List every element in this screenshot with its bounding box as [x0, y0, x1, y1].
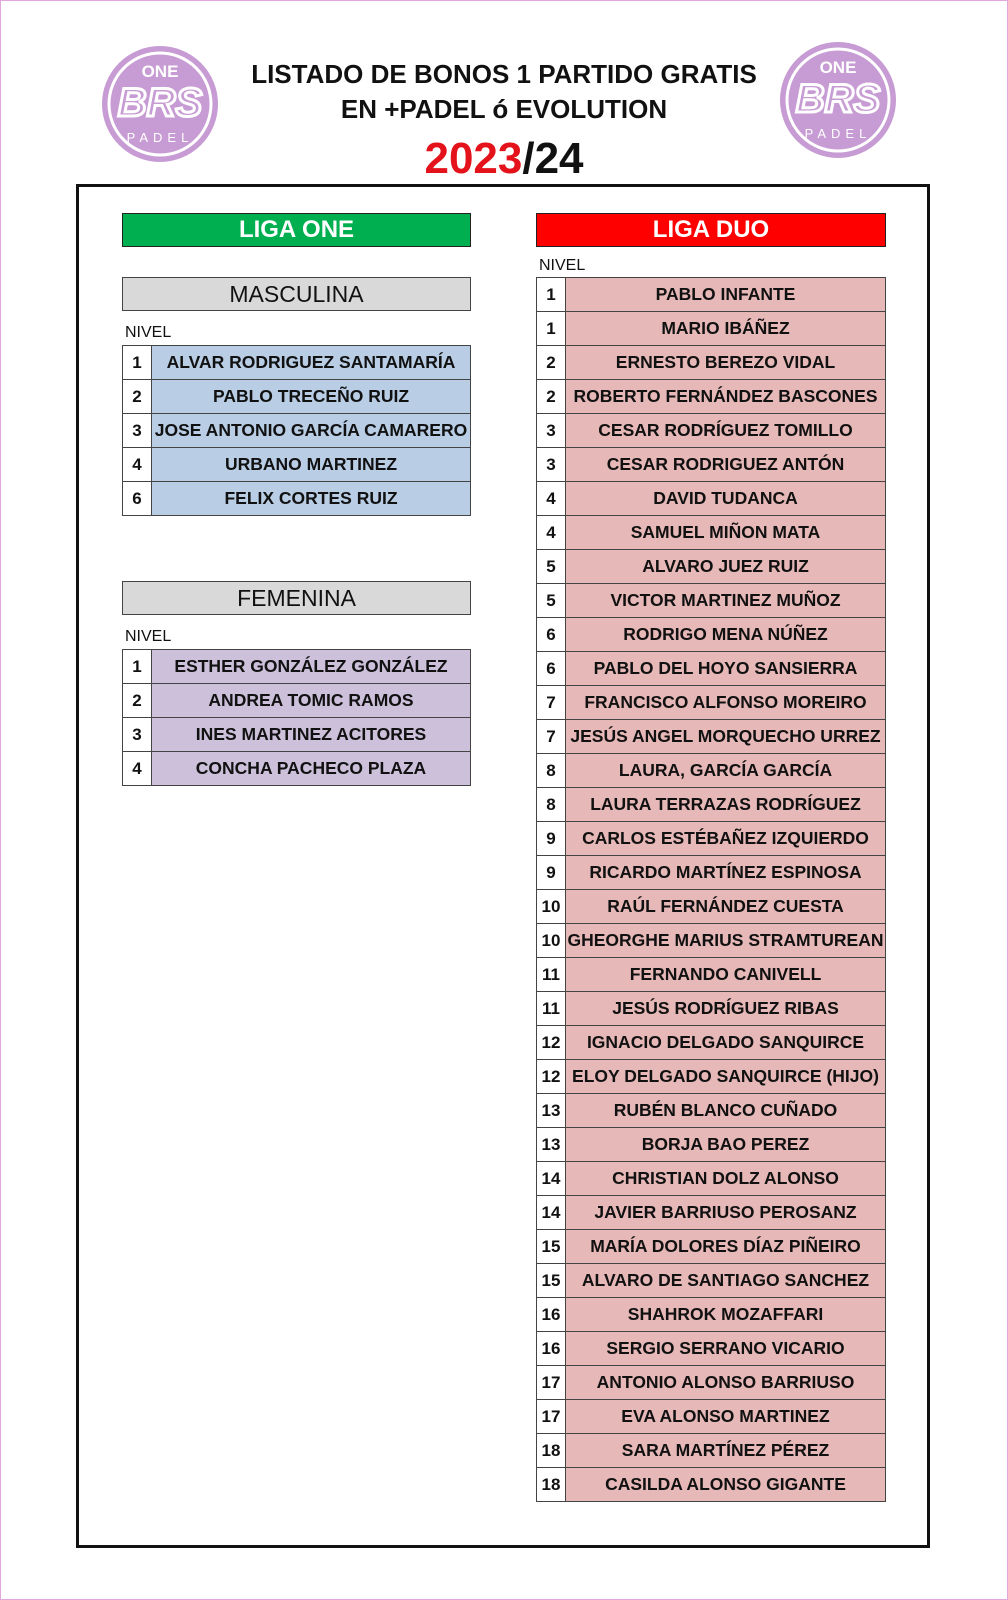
- player-name-cell: SAMUEL MIÑON MATA: [566, 516, 886, 549]
- table-row: [536, 414, 886, 448]
- player-name-cell: ALVAR RODRIGUEZ SANTAMARÍA: [152, 346, 471, 379]
- table-row: [536, 720, 886, 754]
- player-name-cell: CHRISTIAN DOLZ ALONSO: [566, 1162, 886, 1195]
- nivel-cell: 8: [536, 754, 566, 787]
- nivel-cell: 2: [122, 380, 152, 413]
- nivel-cell: 6: [536, 652, 566, 685]
- table-row: [536, 1264, 886, 1298]
- nivel-cell: 14: [536, 1196, 566, 1229]
- nivel-cell: 6: [536, 618, 566, 651]
- player-name-cell: LAURA TERRAZAS RODRÍGUEZ: [566, 788, 886, 821]
- player-name-cell: MARÍA DOLORES DÍAZ PIÑEIRO: [566, 1230, 886, 1263]
- table-row: [536, 1162, 886, 1196]
- table-row: [536, 448, 886, 482]
- table-row: [122, 752, 471, 786]
- player-name-cell: ALVARO JUEZ RUIZ: [566, 550, 886, 583]
- nivel-cell: 15: [536, 1230, 566, 1263]
- nivel-cell: 11: [536, 992, 566, 1025]
- logo-bottom-text: PADEL: [126, 130, 194, 145]
- table-row: [536, 312, 886, 346]
- table-row: [536, 346, 886, 380]
- player-name-cell: PABLO DEL HOYO SANSIERRA: [566, 652, 886, 685]
- table-row: [122, 380, 471, 414]
- nivel-cell: 13: [536, 1128, 566, 1161]
- table-row: [536, 924, 886, 958]
- logo-main-text: BRS: [117, 81, 203, 125]
- nivel-cell: 12: [536, 1060, 566, 1093]
- table-row: [536, 1094, 886, 1128]
- table-row: [536, 380, 886, 414]
- nivel-cell: 4: [122, 752, 152, 785]
- table-row: [536, 1468, 886, 1502]
- player-name-cell: SERGIO SERRANO VICARIO: [566, 1332, 886, 1365]
- nivel-cell: 7: [536, 686, 566, 719]
- player-name-cell: ANDREA TOMIC RAMOS: [152, 684, 471, 717]
- player-name-cell: BORJA BAO PEREZ: [566, 1128, 886, 1161]
- nivel-cell: 15: [536, 1264, 566, 1297]
- player-name-cell: CESAR RODRÍGUEZ TOMILLO: [566, 414, 886, 447]
- nivel-cell: 18: [536, 1434, 566, 1467]
- masculina-nivel-label: NIVEL: [125, 324, 172, 341]
- table-row: [536, 652, 886, 686]
- table-row: [536, 1298, 886, 1332]
- player-name-cell: ROBERTO FERNÁNDEZ BASCONES: [566, 380, 886, 413]
- table-row: [536, 1434, 886, 1468]
- nivel-cell: 9: [536, 822, 566, 855]
- logo-top-text: ONE: [141, 62, 179, 81]
- table-row: [536, 618, 886, 652]
- liga-duo-header: LIGA DUO: [536, 213, 886, 247]
- table-row: [536, 550, 886, 584]
- season-year-start: 2023: [424, 134, 523, 183]
- player-name-cell: JOSE ANTONIO GARCÍA CAMARERO: [152, 414, 471, 447]
- nivel-cell: 10: [536, 890, 566, 923]
- player-name-cell: MARIO IBÁÑEZ: [566, 312, 886, 345]
- player-name-cell: URBANO MARTINEZ: [152, 448, 471, 481]
- player-name-cell: VICTOR MARTINEZ MUÑOZ: [566, 584, 886, 617]
- table-row: [536, 516, 886, 550]
- player-name-cell: CASILDA ALONSO GIGANTE: [566, 1468, 886, 1501]
- table-row: [122, 482, 471, 516]
- logo-bottom-text: PADEL: [804, 126, 872, 141]
- player-name-cell: FRANCISCO ALFONSO MOREIRO: [566, 686, 886, 719]
- nivel-cell: 5: [536, 550, 566, 583]
- nivel-cell: 3: [122, 718, 152, 751]
- table-row: [536, 278, 886, 312]
- nivel-cell: 8: [536, 788, 566, 821]
- player-name-cell: FELIX CORTES RUIZ: [152, 482, 471, 515]
- nivel-cell: 3: [536, 414, 566, 447]
- table-row: [536, 754, 886, 788]
- player-name-cell: RICARDO MARTÍNEZ ESPINOSA: [566, 856, 886, 889]
- nivel-cell: 2: [122, 684, 152, 717]
- player-name-cell: JESÚS RODRÍGUEZ RIBAS: [566, 992, 886, 1025]
- player-name-cell: EVA ALONSO MARTINEZ: [566, 1400, 886, 1433]
- player-name-cell: RODRIGO MENA NÚÑEZ: [566, 618, 886, 651]
- player-name-cell: CARLOS ESTÉBAÑEZ IZQUIERDO: [566, 822, 886, 855]
- player-name-cell: JESÚS ANGEL MORQUECHO URREZ: [566, 720, 886, 753]
- table-row: [536, 992, 886, 1026]
- table-row: [536, 1332, 886, 1366]
- nivel-cell: 1: [536, 312, 566, 345]
- nivel-cell: 1: [536, 278, 566, 311]
- table-row: [536, 482, 886, 516]
- nivel-cell: 16: [536, 1332, 566, 1365]
- nivel-cell: 2: [536, 380, 566, 413]
- nivel-cell: 3: [536, 448, 566, 481]
- liga-one-header: LIGA ONE: [122, 213, 471, 247]
- nivel-cell: 17: [536, 1400, 566, 1433]
- table-row: [122, 650, 471, 684]
- table-row: [122, 684, 471, 718]
- femenina-header: FEMENINA: [122, 581, 471, 615]
- season-year-end: /24: [522, 134, 584, 183]
- player-name-cell: INES MARTINEZ ACITORES: [152, 718, 471, 751]
- nivel-cell: 1: [122, 346, 152, 379]
- table-row: [536, 788, 886, 822]
- nivel-cell: 4: [536, 482, 566, 515]
- player-name-cell: ERNESTO BEREZO VIDAL: [566, 346, 886, 379]
- table-row: [536, 1230, 886, 1264]
- table-row: [536, 584, 886, 618]
- table-row: [536, 1026, 886, 1060]
- femenina-table: [122, 649, 471, 786]
- nivel-cell: 6: [122, 482, 152, 515]
- nivel-cell: 3: [122, 414, 152, 447]
- player-name-cell: ELOY DELGADO SANQUIRCE (HIJO): [566, 1060, 886, 1093]
- masculina-table: [122, 345, 471, 516]
- nivel-cell: 14: [536, 1162, 566, 1195]
- table-row: [536, 1060, 886, 1094]
- nivel-cell: 10: [536, 924, 566, 957]
- logo-top-text: ONE: [819, 58, 857, 77]
- player-name-cell: GHEORGHE MARIUS STRAMTUREAN: [566, 924, 886, 957]
- nivel-cell: 4: [536, 516, 566, 549]
- table-row: [536, 1196, 886, 1230]
- player-name-cell: RAÚL FERNÁNDEZ CUESTA: [566, 890, 886, 923]
- nivel-cell: 11: [536, 958, 566, 991]
- table-row: [122, 718, 471, 752]
- nivel-cell: 13: [536, 1094, 566, 1127]
- table-row: [536, 1128, 886, 1162]
- nivel-cell: 7: [536, 720, 566, 753]
- table-row: [536, 686, 886, 720]
- title-line-1: LISTADO DE BONOS 1 PARTIDO GRATIS: [251, 59, 757, 89]
- player-name-cell: RUBÉN BLANCO CUÑADO: [566, 1094, 886, 1127]
- player-name-cell: ANTONIO ALONSO BARRIUSO: [566, 1366, 886, 1399]
- table-row: [122, 346, 471, 380]
- player-name-cell: CESAR RODRIGUEZ ANTÓN: [566, 448, 886, 481]
- table-row: [536, 1366, 886, 1400]
- nivel-cell: 12: [536, 1026, 566, 1059]
- player-name-cell: PABLO INFANTE: [566, 278, 886, 311]
- player-name-cell: CONCHA PACHECO PLAZA: [152, 752, 471, 785]
- femenina-nivel-label: NIVEL: [125, 628, 172, 645]
- table-row: [122, 414, 471, 448]
- nivel-cell: 17: [536, 1366, 566, 1399]
- title-line-2: EN +PADEL ó EVOLUTION: [340, 94, 668, 124]
- player-name-cell: SARA MARTÍNEZ PÉREZ: [566, 1434, 886, 1467]
- player-name-cell: IGNACIO DELGADO SANQUIRCE: [566, 1026, 886, 1059]
- player-name-cell: FERNANDO CANIVELL: [566, 958, 886, 991]
- player-name-cell: ALVARO DE SANTIAGO SANCHEZ: [566, 1264, 886, 1297]
- masculina-header: MASCULINA: [122, 277, 471, 311]
- table-row: [536, 856, 886, 890]
- table-row: [536, 890, 886, 924]
- nivel-cell: 1: [122, 650, 152, 683]
- player-name-cell: LAURA, GARCÍA GARCÍA: [566, 754, 886, 787]
- nivel-cell: 16: [536, 1298, 566, 1331]
- logo-main-text: BRS: [795, 77, 881, 121]
- season-year: [0, 134, 1008, 184]
- nivel-cell: 9: [536, 856, 566, 889]
- player-name-cell: PABLO TRECEÑO RUIZ: [152, 380, 471, 413]
- table-row: [536, 822, 886, 856]
- nivel-cell: 18: [536, 1468, 566, 1501]
- player-name-cell: ESTHER GONZÁLEZ GONZÁLEZ: [152, 650, 471, 683]
- player-name-cell: DAVID TUDANCA: [566, 482, 886, 515]
- player-name-cell: JAVIER BARRIUSO PEROSANZ: [566, 1196, 886, 1229]
- table-row: [536, 958, 886, 992]
- nivel-cell: 4: [122, 448, 152, 481]
- player-name-cell: SHAHROK MOZAFFARI: [566, 1298, 886, 1331]
- table-row: [536, 1400, 886, 1434]
- duo-nivel-label: NIVEL: [539, 257, 586, 274]
- nivel-cell: 5: [536, 584, 566, 617]
- nivel-cell: 2: [536, 346, 566, 379]
- duo-table: [536, 277, 886, 1502]
- table-row: [122, 448, 471, 482]
